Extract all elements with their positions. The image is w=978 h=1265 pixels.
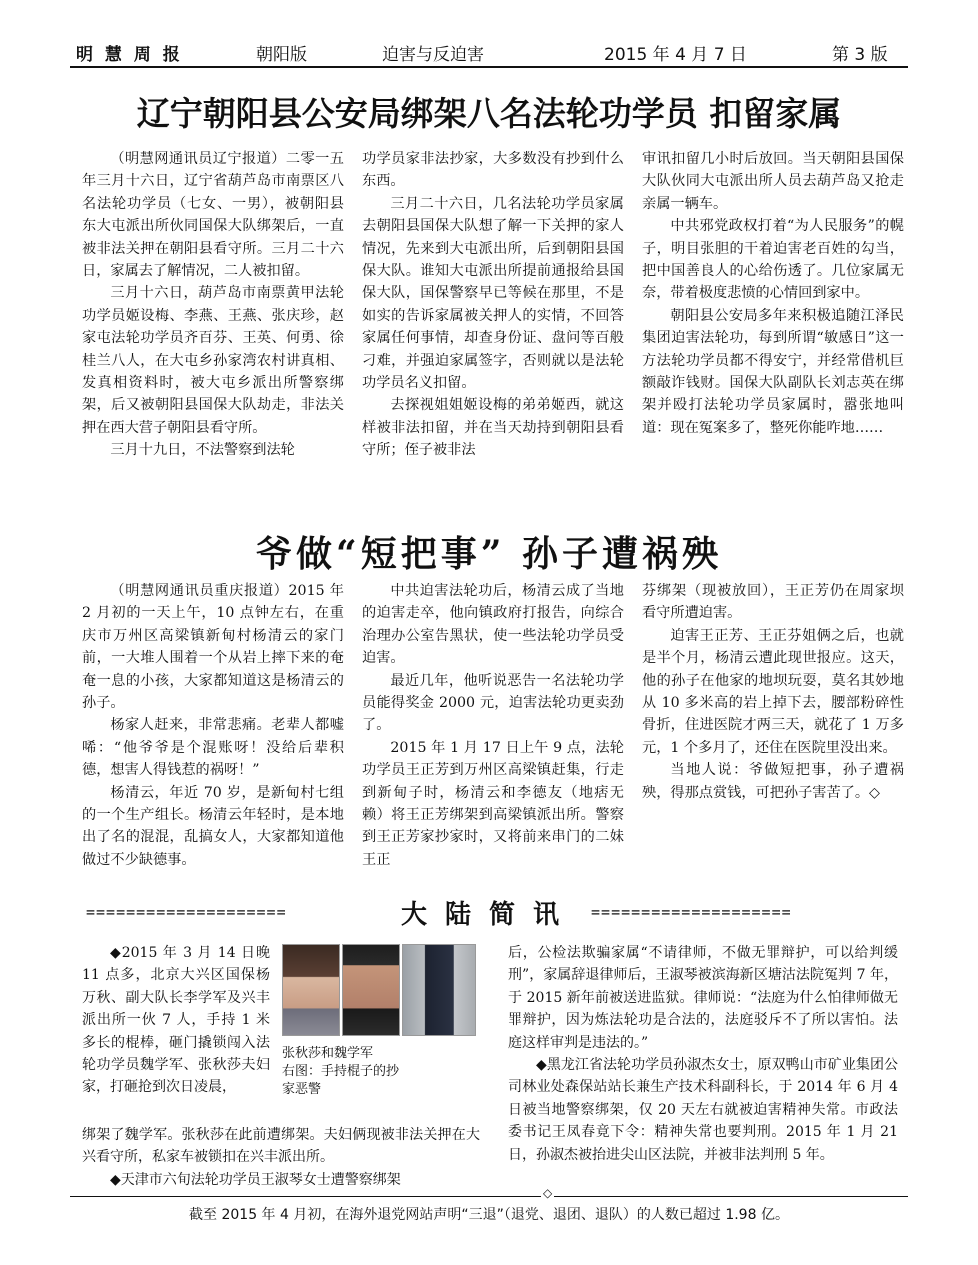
- article2-column: [362, 580, 624, 872]
- paragraph: 后，公检法欺骗家属“不请律师，不做无罪辩护，可以给判缓刑”，家属辞退律师后，王淑琴被滨海新区塘沽法院冤判 7 年，于 2015 新年前被送进监狱。律师说：“法庭为什么怕律师做无罪辩护，因为炼法轮功是合法的，法庭驳斥不了所以害怕。法庭这样审判是违法的。”: [508, 945, 898, 1051]
- paragraph: （明慧网通讯员重庆报道）2015 年 2 月初的一天上午，10 点钟左右，在重庆市万州区高梁镇新甸村杨清云的家门前，一大堆人围着一个从岩上摔下来的奄奄一息的小孩，大家都知道这是杨清云的孙子。: [82, 583, 344, 712]
- brief-beijing: ◆2015 年 3 月 14 日晚 11 点多，北京大兴区国保杨万秋、副大队长李学军及兴丰派出所一伙 7 人，手持 1 米多长的棍棒，砸门撬锁闯入法轮功学员魏学军、张秋莎夫妇家，打砸抢到次日凌晨，: [82, 945, 270, 1096]
- article1-column: [642, 148, 904, 510]
- paragraph: ◆天津市六旬法轮功学员王淑琴女士遭警察绑架: [110, 1171, 401, 1188]
- article2-column: [642, 580, 904, 872]
- diamond-marker: ◇: [543, 1186, 553, 1200]
- masthead: [70, 36, 908, 66]
- photo-police-with-baton: [402, 944, 476, 1036]
- photo-caption: 张秋莎和魏学军 右图：手持棍子的抄家恶警: [282, 1046, 400, 1097]
- article1-column: [362, 148, 624, 510]
- brief-right: [508, 942, 898, 1166]
- photo-zhang-qiusha: [282, 944, 340, 1036]
- paper-name: 明 慧 周 报: [76, 45, 183, 65]
- paragraph: 三月二十六日，几名法轮功学员家属去朝阳县国保大队想了解一下关押的家人情况，先来到大屯派出所，后到朝阳县国保大队。谁知大屯派出所提前通报给县国保大队，国保警察早已等候在那里，不是如实的告诉家属被关押人的实情，不回答家属任何事情，却查身份证、盘问等百般刁难，并强迫家属签字，否则就以是法轮功学员名义扣留。: [362, 195, 624, 392]
- footer-rule: [70, 1196, 908, 1197]
- paragraph: 朝阳县公安局多年来积极追随江泽民集团迫害法轮功，每到所谓“敏感日”这一方法轮功学员都不得安宁，并经常借机巨额敲诈钱财。国保大队副队长刘志英在绑架并殴打法轮功学员家属时，嚣张地叫道：现在冤案多了，整死你能咋地……: [642, 307, 904, 436]
- brief-left-bottom: [82, 1124, 480, 1191]
- paragraph: 2015 年 1 月 17 日上午 9 点，法轮功学员王正芳到万州区高梁镇赶集，行走到新甸子时，杨清云和李德友（地痞无赖）将王正芳绑架到高梁镇派出所。警察到王正芳家抄家时，又将前来串门的二妹王正: [362, 739, 624, 868]
- article2-body: [82, 580, 904, 872]
- divider-left: ====================: [86, 903, 287, 921]
- photo-wei-xuejun: [342, 944, 400, 1036]
- footer-note: 截至 2015 年 4 月初，在海外退党网站声明“三退”（退党、退团、退队）的人数已超过 1.98 亿。: [189, 1207, 789, 1223]
- paragraph: 最近几年，他听说恶告一名法轮功学员能得奖金 2000 元，迫害法轮功更卖劲了。: [362, 672, 624, 734]
- article1-column: [82, 148, 344, 510]
- article2-title: 爷做“短把事” 孙子遭祸殃: [256, 533, 722, 575]
- divider-right: ====================: [591, 903, 792, 921]
- edition-label: 朝阳版: [256, 45, 307, 65]
- paragraph: 芬绑架（现被放回），王正芳仍在周家坝看守所遭迫害。: [642, 583, 904, 622]
- paragraph: 迫害王正芳、王正芬姐俩之后，也就是半个月，杨清云遭此现世报应。这天，他的孙子在他家的地坝玩耍，莫名其妙地从 10 多米高的岩上掉下去，腰部粉碎性骨折，住进医院才两三天，就花了 1 万多元，1 个多月了，还住在医院里没出来。: [642, 627, 904, 756]
- paragraph: ◆黑龙江省法轮功学员孙淑杰女士，原双鸭山市矿业集团公司林业处森保站站长兼生产技术科副科长，于 2014 年 6 月 4 日被当地警察绑架，仅 20 天左右就被迫害精神失常。市政法委书记王凤春竟下令：精神失常也要判刑。2015 年 1 月 21 日，孙淑杰被抬进尖山区法院，并被非法判刑 5 年。: [508, 1057, 898, 1163]
- paragraph: 功学员家非法抄家，大多数没有抄到什么东西。: [362, 151, 624, 190]
- section-label: 迫害与反迫害: [382, 45, 484, 65]
- article2-column: [82, 580, 344, 872]
- paragraph: 三月十六日，葫芦岛市南票黄甲法轮功学员姬设梅、李燕、王燕、张庆珍，赵家屯法轮功学员齐百芬、王英、何勇、徐桂兰八人，在大屯乡孙家湾农村讲真相、发真相资料时，被大屯乡派出所警察绑架，后又被朝阳县国保大队劫走，非法关押在西大营子朝阳县看守所。: [82, 285, 344, 436]
- article1-body: [82, 148, 904, 510]
- paragraph: 中共迫害法轮功后，杨清云成了当地的迫害走卒，他向镇政府打报告，向综合治理办公室告黑状，使一些法轮功学员受迫害。: [362, 583, 624, 667]
- paragraph: 杨清云，年近 70 岁，是新甸村七组的一个生产组长。杨清云年轻时，是本地出了名的混混，乱搞女人，大家都知道他做过不少缺德事。: [82, 784, 344, 868]
- paragraph: 三月十九日，不法警察到法轮: [110, 442, 295, 459]
- paragraph: 当地人说：爷做短把事，孙子遭祸殃，得那点赏钱，可把孙子害苦了。◇: [642, 762, 904, 801]
- briefs-title: 大陆简讯: [401, 899, 578, 930]
- header-rule: [70, 66, 908, 68]
- paragraph: 杨家人赶来，非常悲痛。老辈人都嘘唏：“他爷爷是个混账呀！没给后辈积德，想害人得钱惹的祸呀！”: [82, 717, 344, 779]
- issue-date: 2015 年 4 月 7 日: [604, 45, 747, 65]
- page-number: 第 3 版: [832, 45, 888, 65]
- paragraph: （明慧网通讯员辽宁报道）二零一五年三月十六日，辽宁省葫芦岛市南票区八名法轮功学员（七女、一男），被朝阳县东大屯派出所伙同国保大队绑架后，一直被非法关押在朝阳县看守所。三月二十六日，家属去了解情况，二人被扣留。: [82, 151, 344, 280]
- paragraph: 中共邪党政权打着“为人民服务”的幌子，明目张胆的干着迫害老百姓的勾当，把中国善良人的心给伤透了。几位家属无奈，带着极度悲愤的心情回到家中。: [642, 218, 904, 302]
- paragraph: 绑架了魏学军。张秋莎在此前遭绑架。夫妇俩现被非法关押在大兴看守所，私家车被锁扣在兴丰派出所。: [82, 1127, 480, 1166]
- briefs-header: [86, 897, 892, 930]
- paragraph: 审讯扣留几小时后放回。当天朝阳县国保大队伙同大屯派出所人员去葫芦岛又抢走亲属一辆车。: [642, 151, 904, 212]
- paragraph: 去探视姐姐姬设梅的弟弟姬西，就这样被非法扣留，并在当天劫持到朝阳县看守所；侄子被非法: [362, 397, 624, 459]
- article1-title: 辽宁朝阳县公安局绑架八名法轮功学员 扣留家属: [136, 94, 842, 133]
